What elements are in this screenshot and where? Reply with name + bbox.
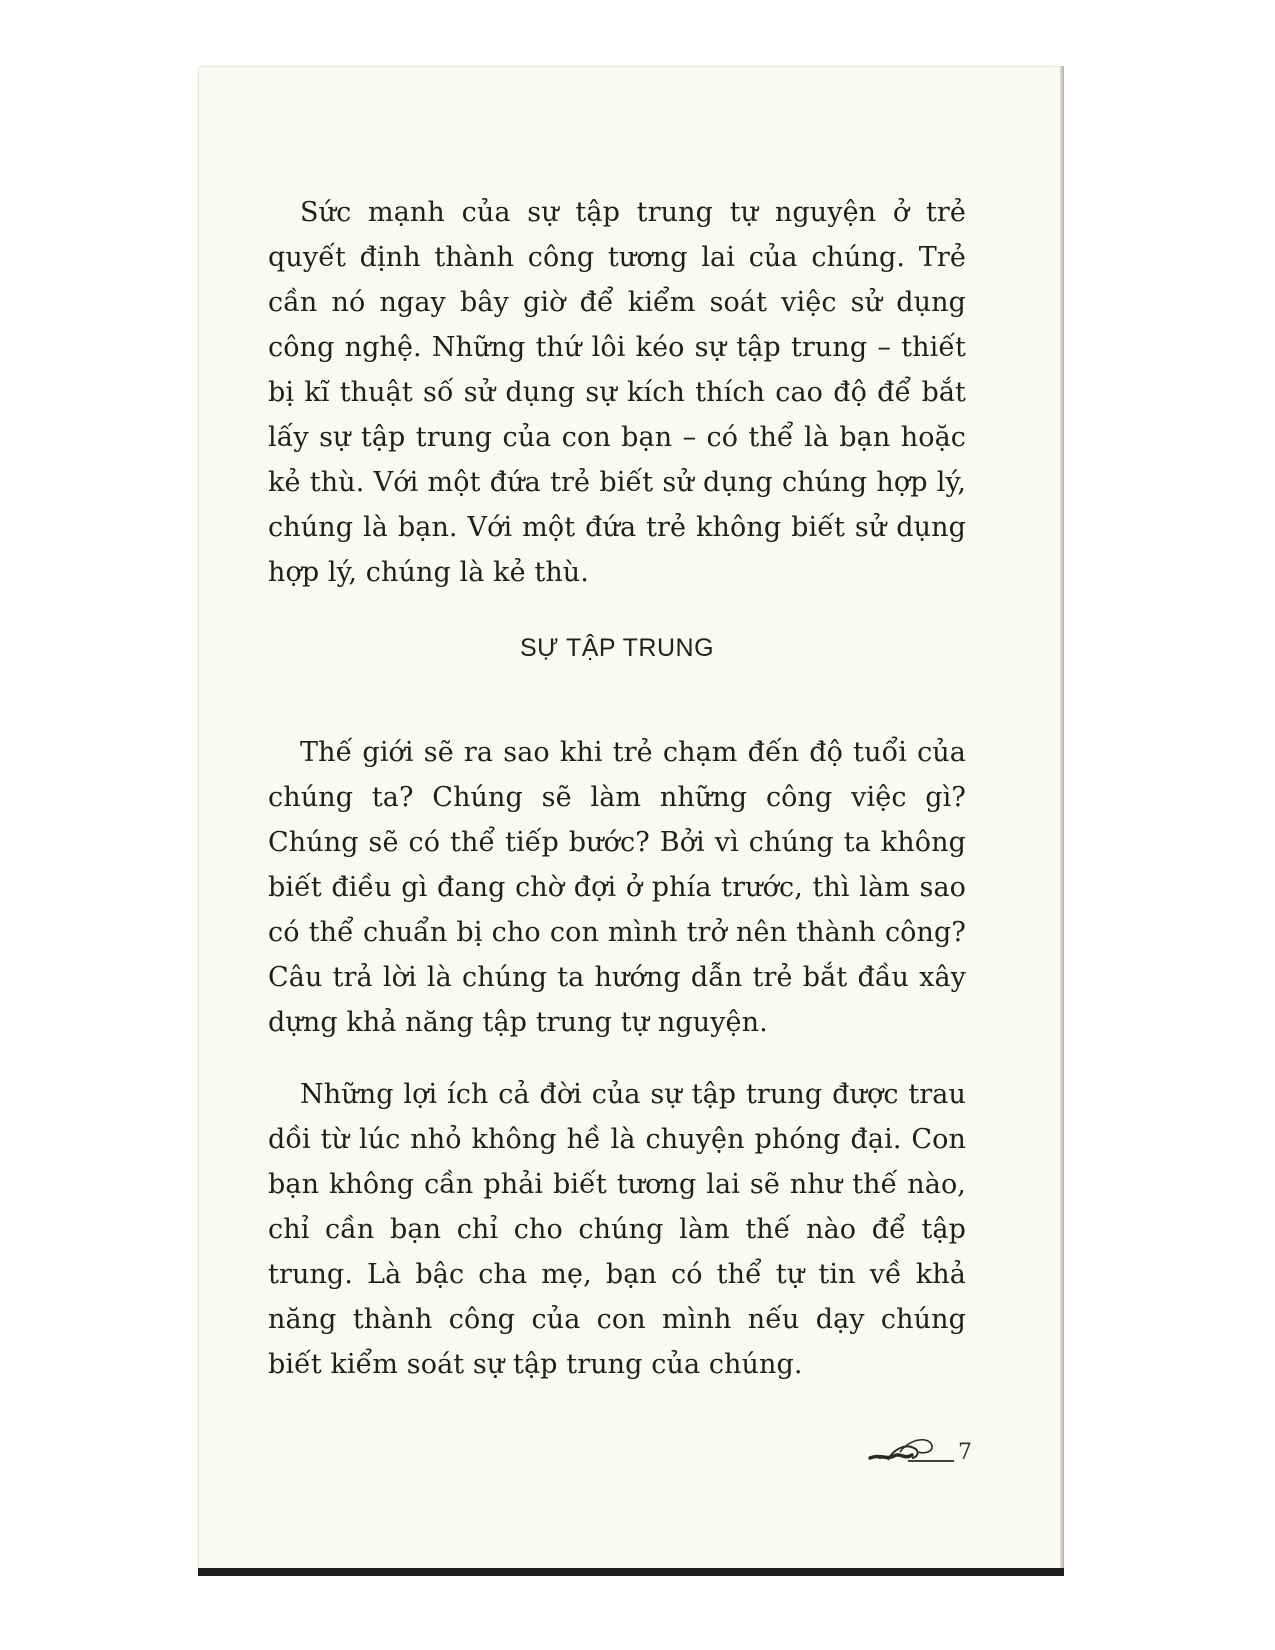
page-bottom-edge bbox=[198, 1568, 1064, 1576]
body-paragraph-1: Sức mạnh của sự tập trung tự nguyện ở trẻ quyết định thành công tương lai của chúng. Trẻ cần nó ngay bây giờ để kiểm soát việc sử dụng công nghệ. Những thứ lôi kéo sự tập trung – thiết bị kĩ thuật số sử dụng sự kích thích cao độ để bắt lấy sự tập trung của con bạn – có thể là bạn hoặc kẻ thù. Với một đứa trẻ biết sử dụng chúng hợp lý, chúng là bạn. Với một đứa trẻ không biết sử dụng hợp lý, chúng là kẻ thù. bbox=[268, 197, 966, 588]
page-right-edge bbox=[1060, 66, 1064, 1574]
body-paragraph-2: Thế giới sẽ ra sao khi trẻ chạm đến độ tuổi của chúng ta? Chúng sẽ làm những công việc gì? Chúng sẽ có thể tiếp bước? Bởi vì chúng ta không biết điều gì đang chờ đợi ở phía trước, thì làm sao có thể chuẩn bị cho con mình trở nên thành công? Câu trả lời là chúng ta hướng dẫn trẻ bắt đầu xây dựng khả năng tập trung tự nguyện. bbox=[268, 737, 966, 1038]
page-number: 7 bbox=[958, 1440, 972, 1465]
body-paragraph-3: Những lợi ích cả đời của sự tập trung được trau dồi từ lúc nhỏ không hề là chuyện phóng đại. Con bạn không cần phải biết tương lai sẽ như thế nào, chỉ cần bạn chỉ cho chúng làm thế nào để tập trung. Là bậc cha mẹ, bạn có thể tự tin về khả năng thành công của con mình nếu dạy chúng biết kiểm soát sự tập trung của chúng. bbox=[268, 1079, 966, 1380]
decorative-ornament-icon bbox=[860, 1430, 956, 1468]
section-heading: SỰ TẬP TRUNG bbox=[519, 634, 715, 662]
page-footer bbox=[860, 1428, 972, 1468]
